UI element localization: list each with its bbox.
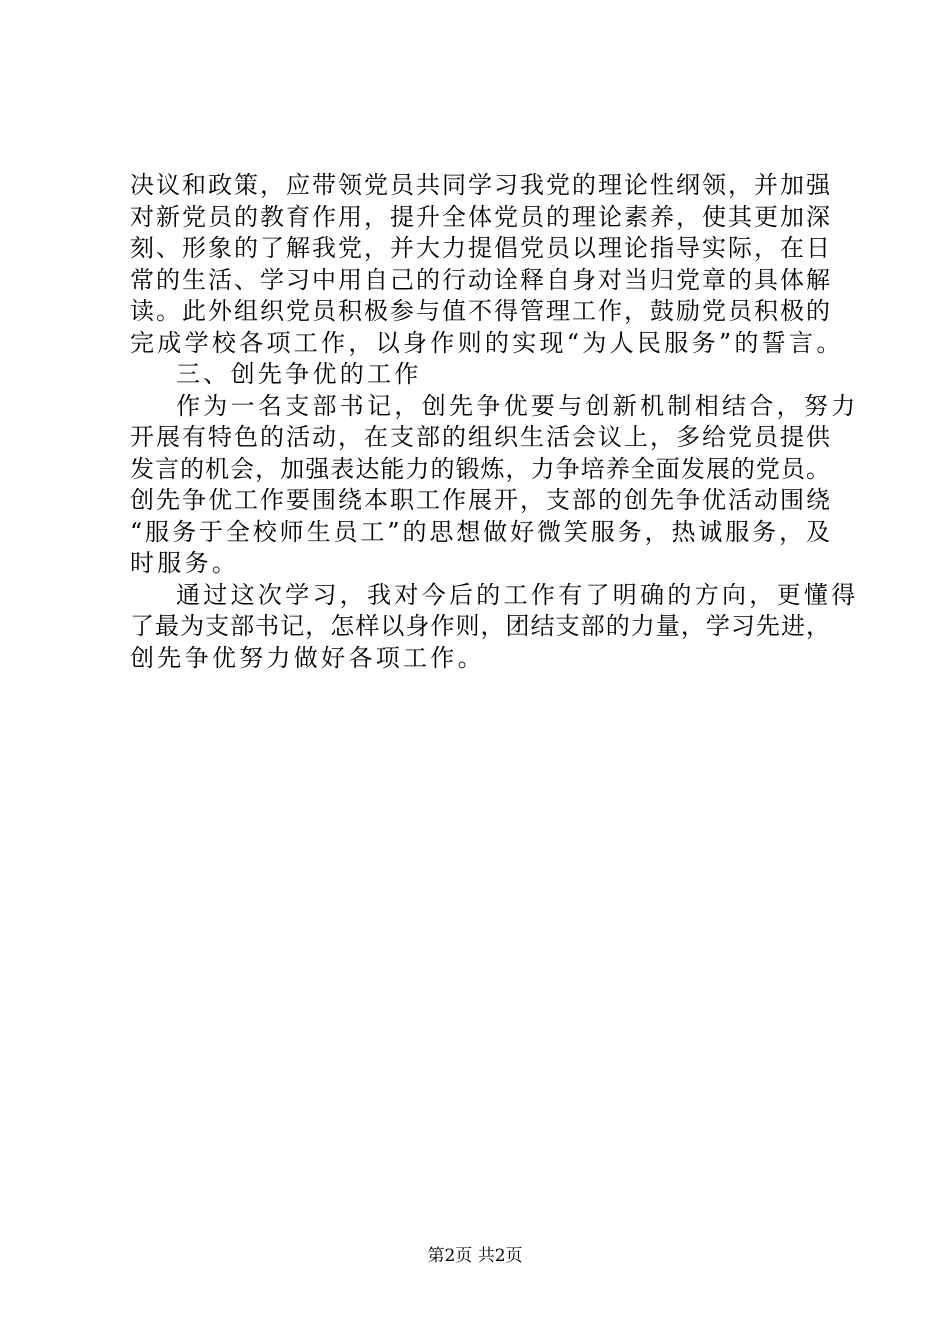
page-number-label: 第2页 共2页 bbox=[427, 1246, 523, 1266]
text-line: 常的生活、学习中用自己的行动诠释自身对当归党章的具体解 bbox=[130, 265, 830, 294]
text-line: 作为一名支部书记，创先争优要与创新机制相结合，努力 bbox=[176, 391, 859, 420]
text-line: 决议和政策，应带领党员共同学习我党的理论性纲领，并加强 bbox=[130, 171, 830, 199]
text-line: 读。此外组织党员积极参与值不得管理工作，鼓励党员积极的 bbox=[130, 297, 830, 325]
text-line: 通过这次学习，我对今后的工作有了明确的方向，更懂得 bbox=[176, 580, 859, 609]
text-line: 开展有特色的活动，在支部的组织生活会议上，多给党员提供 bbox=[130, 423, 830, 451]
text-line: 创先争优努力做好各项工作。 bbox=[130, 643, 485, 672]
text-line: “服务于全校师生员工”的思想做好微笑服务，热诚服务，及 bbox=[130, 517, 830, 546]
page-footer bbox=[0, 1244, 950, 1268]
text-line: 创先争优工作要围绕本职工作展开，支部的创先争优活动围绕 bbox=[130, 486, 830, 514]
text-line: 时服务。 bbox=[130, 549, 240, 577]
text-line: 发言的机会，加强表达能力的锻炼，力争培养全面发展的党员。 bbox=[130, 454, 830, 483]
text-line: 刻、形象的了解我党，并大力提倡党员以理论指导实际，在日 bbox=[130, 234, 830, 262]
text-line: 完成学校各项工作，以身作则的实现“为人民服务”的誓言。 bbox=[130, 328, 844, 357]
text-line: 对新党员的教育作用，提升全体党员的理论素养，使其更加深 bbox=[130, 202, 830, 231]
document-body bbox=[130, 170, 859, 674]
text-line: 了最为支部书记，怎样以身作则，团结支部的力量，学习先进， bbox=[130, 612, 830, 640]
section-heading: 三、创先争优的工作 bbox=[176, 360, 422, 388]
